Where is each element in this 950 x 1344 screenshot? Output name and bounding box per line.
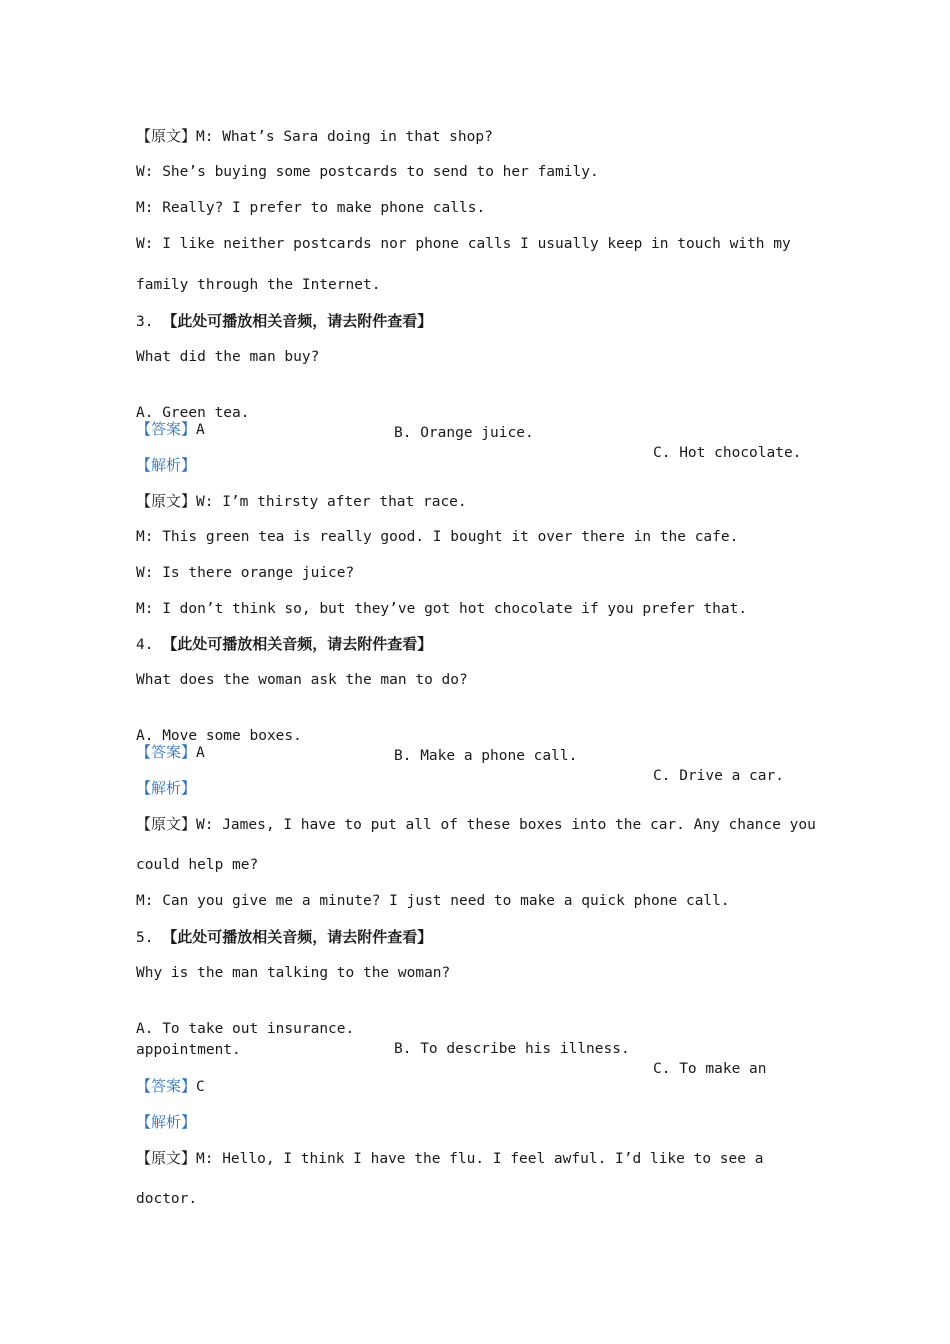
answer-value: A	[196, 422, 205, 438]
original-text-tag: 【原文】	[136, 492, 197, 510]
question-5-text: Why is the man talking to the woman?	[136, 965, 451, 981]
audio-notice: 【此处可播放相关音频，请去附件查看】	[162, 312, 433, 330]
question-5-answer	[136, 1076, 826, 1097]
question-3-header	[136, 311, 826, 332]
question-4-analysis	[136, 778, 826, 799]
answer-tag: 【答案】	[136, 420, 197, 438]
answer-value: C	[196, 1079, 205, 1095]
question-4-text: What does the woman ask the man to do?	[136, 672, 468, 688]
transcript-line	[136, 1148, 826, 1169]
option-a: A. Move some boxes.	[136, 728, 302, 744]
audio-notice: 【此处可播放相关音频，请去附件查看】	[162, 928, 433, 946]
original-text-tag: 【原文】	[136, 815, 197, 833]
transcript-line: M: This green tea is really good. I bought it over there in the cafe.	[136, 529, 739, 545]
option-c-continued: appointment.	[136, 1042, 241, 1058]
question-number: 3.	[136, 314, 154, 330]
answer-value: A	[196, 745, 205, 761]
transcript-line: M: I don’t think so, but they’ve got hot chocolate if you prefer that.	[136, 601, 748, 617]
transcript-text: W: James, I have to put all of these boxes into the car. Any chance you	[196, 817, 816, 833]
analysis-tag: 【解析】	[136, 1113, 197, 1131]
audio-notice: 【此处可播放相关音频，请去附件查看】	[162, 635, 433, 653]
question-4-answer	[136, 742, 826, 763]
answer-tag: 【答案】	[136, 1077, 197, 1095]
question-number: 4.	[136, 637, 154, 653]
transcript-line: M: Really? I prefer to make phone calls.	[136, 200, 486, 216]
transcript-line: family through the Internet.	[136, 277, 381, 293]
transcript-line: W: I like neither postcards nor phone calls I usually keep in touch with my	[136, 236, 791, 252]
option-b: B. Orange juice.	[394, 425, 534, 441]
option-a: A. To take out insurance.	[136, 1021, 355, 1037]
option-b: B. Make a phone call.	[394, 748, 578, 764]
question-5-header	[136, 927, 826, 948]
question-3-analysis	[136, 455, 826, 476]
transcript-line: W: She’s buying some postcards to send to her family.	[136, 164, 599, 180]
analysis-tag: 【解析】	[136, 779, 197, 797]
option-c: C. Drive a car.	[653, 768, 784, 784]
analysis-tag: 【解析】	[136, 456, 197, 474]
transcript-line	[136, 814, 826, 835]
transcript-line: M: Can you give me a minute? I just need to make a quick phone call.	[136, 893, 730, 909]
transcript-line	[136, 126, 826, 147]
transcript-line: could help me?	[136, 857, 259, 873]
transcript-text: M: What’s Sara doing in that shop?	[196, 129, 493, 145]
option-b: B. To describe his illness.	[394, 1041, 630, 1057]
question-3-text: What did the man buy?	[136, 349, 320, 365]
transcript-text: W: I’m thirsty after that race.	[196, 494, 467, 510]
transcript-text: M: Hello, I think I have the flu. I feel awful. I’d like to see a	[196, 1151, 764, 1167]
transcript-line: doctor.	[136, 1191, 198, 1207]
question-3-answer	[136, 419, 826, 440]
original-text-tag: 【原文】	[136, 1149, 197, 1167]
answer-tag: 【答案】	[136, 743, 197, 761]
option-c: C. To make an	[653, 1061, 767, 1077]
original-text-tag: 【原文】	[136, 127, 197, 145]
option-c: C. Hot chocolate.	[653, 445, 802, 461]
option-a: A. Green tea.	[136, 405, 250, 421]
question-number: 5.	[136, 930, 154, 946]
question-4-header	[136, 634, 826, 655]
transcript-line: W: Is there orange juice?	[136, 565, 355, 581]
transcript-line	[136, 491, 826, 512]
question-5-analysis	[136, 1112, 826, 1133]
